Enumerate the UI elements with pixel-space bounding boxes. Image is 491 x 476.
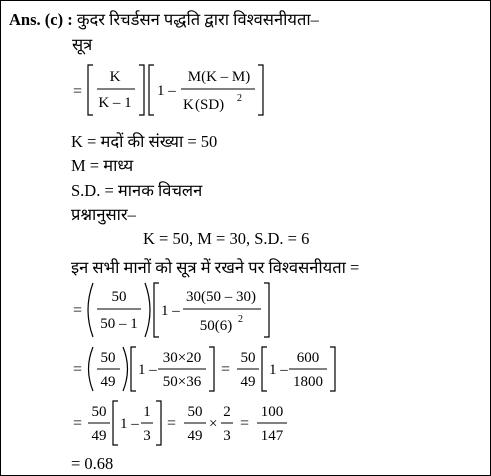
bracket-close (330, 347, 335, 391)
step3-e-numerator: 100 (260, 404, 284, 420)
step3-d-denominator: 3 (223, 428, 231, 444)
formula-equals: = (73, 83, 83, 100)
step2-c-denominator: 49 (240, 374, 256, 390)
step3-b-denominator: 3 (143, 428, 151, 444)
per-question-label: प्रश्नानुसार– (71, 205, 136, 224)
step1-one-minus: 1 – (161, 303, 180, 319)
step1-equals: = (73, 302, 83, 319)
step3-e-denominator: 147 (260, 428, 284, 444)
left-bracket-open (88, 65, 93, 115)
right-bracket-close (258, 65, 263, 115)
step2-a-numerator: 50 (100, 350, 116, 366)
step2-expression (61, 343, 351, 395)
step3-times: × (209, 416, 218, 432)
bracket-open (131, 347, 136, 391)
bracket-open (262, 347, 267, 391)
step3-a-denominator: 49 (91, 428, 107, 444)
answer-label: Ans. (c) : (9, 10, 73, 29)
answer-header (9, 7, 319, 30)
kr-formula (61, 59, 271, 123)
right-bracket-open (149, 65, 154, 115)
step3-equals-3: = (240, 415, 250, 432)
paren-close (145, 283, 150, 337)
left-bracket-close (139, 65, 144, 115)
step2-d-numerator: 600 (296, 350, 320, 366)
step2-b-numerator: 30×20 (162, 350, 202, 366)
step3-b-numerator: 1 (143, 404, 151, 420)
bracket-close (209, 347, 214, 391)
definition-sd: S.D. = मानक विचलन (71, 181, 203, 200)
formula-numerator: M(K – M) (187, 69, 251, 85)
step3-equals-2: = (167, 415, 177, 432)
step1-square: 2 (238, 314, 243, 325)
formula-k-minus-1: K – 1 (98, 95, 132, 111)
step1-numerator: 50 (111, 289, 127, 305)
step3-one-minus: 1 – (120, 416, 139, 432)
definition-m: M = माध्य (71, 156, 134, 175)
formula-k-numerator: K (109, 69, 121, 85)
formula-den-sd: (SD) (195, 97, 225, 113)
step3-c-denominator: 49 (187, 428, 203, 444)
step3-equals: = (73, 415, 83, 432)
step3-expression (61, 397, 301, 447)
formula-one-minus: 1 – (157, 83, 176, 99)
answer-title: कुदर रिचर्डसन पद्धति द्वारा विश्वसनीयता– (76, 10, 319, 29)
paren-open (89, 347, 94, 391)
bracket-close (264, 283, 269, 337)
paren-open (88, 283, 93, 337)
substitution-text: इन सभी मानों को सूत्र में रखने पर विश्वसनीयता = (71, 258, 360, 277)
formula-den-k: K (183, 97, 194, 113)
step1-denominator: 50 – 1 (100, 316, 138, 332)
formula-label: सूत्र (72, 35, 93, 54)
step3-a-numerator: 50 (91, 404, 107, 420)
bracket-open (154, 283, 159, 337)
step2-b-denominator: 50×36 (162, 374, 202, 390)
paren-close (123, 347, 128, 391)
given-values: K = 50, M = 30, S.D. = 6 (143, 229, 310, 248)
step1-inner-numerator: 30(50 – 30) (186, 289, 256, 305)
definition-k: K = मदों की संख्या = 50 (71, 132, 218, 151)
bracket-open (113, 401, 118, 445)
step2-equals-2: = (221, 361, 231, 378)
step1-expression (61, 279, 281, 341)
step2-one-minus-2: 1 – (269, 362, 288, 378)
step2-d-denominator: 1800 (293, 374, 323, 390)
step3-c-numerator: 50 (187, 404, 203, 420)
step2-c-numerator: 50 (240, 350, 256, 366)
step3-d-numerator: 2 (223, 404, 231, 420)
step1-inner-denominator: 50(6) (199, 318, 233, 334)
step2-one-minus: 1 – (138, 362, 157, 378)
formula-square: 2 (237, 93, 242, 104)
step2-equals: = (73, 361, 83, 378)
step2-a-denominator: 49 (100, 374, 116, 390)
bracket-close (156, 401, 161, 445)
final-result: = 0.68 (71, 454, 114, 473)
